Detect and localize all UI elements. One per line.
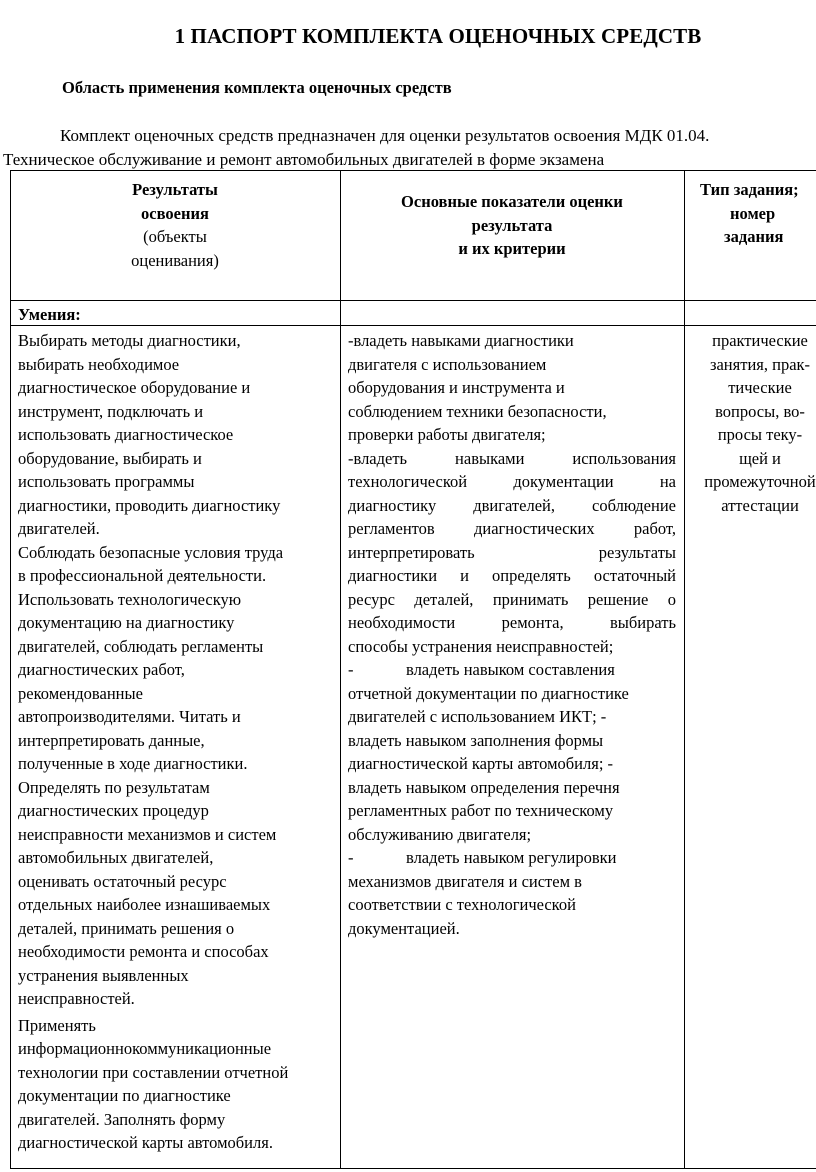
indicator-text-line: проверки работы двигателя; [348, 425, 546, 444]
task-type-line: тические [728, 378, 792, 397]
header-results-line: Результаты [132, 180, 218, 199]
indicator-text-line: оборудования и инструмента и [348, 378, 565, 397]
skills-text-line: информационнокоммуникационные [18, 1039, 272, 1058]
indicator-text-line: технологической документации на [348, 472, 676, 491]
skills-text-line: неисправностей. [18, 989, 135, 1008]
indicator-text-line: диагностической карты автомобиля; - [348, 754, 614, 773]
header-indicators-line: и их критерии [458, 239, 566, 258]
task-type-line: занятия, прак- [709, 354, 811, 374]
header-results [10, 178, 340, 272]
header-task-type [684, 178, 816, 249]
section-subtitle: Область применения комплекта оценочных средств [62, 78, 452, 97]
header-indicators-line: результата [471, 215, 553, 235]
header-task-line: номер [730, 203, 776, 223]
indicator-text-line [348, 658, 676, 682]
skills-text-line: двигателей. [18, 519, 100, 538]
skills-text-line: в профессиональной деятельности. [18, 566, 267, 585]
header-task-line: Тип задания; [700, 180, 799, 199]
skills-text-line: инструмент, подключать и [18, 401, 204, 421]
skills-text-line: двигателей. Заполнять форму [18, 1109, 226, 1129]
task-type-column [690, 329, 816, 517]
skills-text-line: технологии при составлении отчетной [18, 1062, 289, 1082]
table-border-left [10, 170, 11, 1169]
indicator-text-line: механизмов двигателя и систем в [348, 871, 582, 891]
table-col-divider [684, 170, 685, 1169]
skills-text-line: полученные в ходе диагностики. [18, 754, 248, 773]
task-type-line: щей и [739, 448, 781, 468]
indicator-text-line: владеть навыком определения перечня [348, 777, 620, 797]
indicator-text-line: -владеть навыками диагностики [348, 331, 574, 350]
header-indicators-line: Основные показатели оценки [401, 192, 623, 211]
task-type-line: просы теку- [717, 425, 803, 444]
skills-text-line: Применять [18, 1015, 96, 1035]
task-type-line: вопросы, во- [715, 401, 805, 421]
skills-text-line: Выбирать методы диагностики, [18, 331, 241, 350]
skills-text-line: диагностическое оборудование и [18, 378, 251, 397]
indicator-text-line: необходимости ремонта, выбирать [348, 613, 676, 632]
skills-text-line: использовать программы [18, 472, 195, 491]
indicator-text: владеть навыком составления [406, 660, 615, 679]
header-indicators [340, 190, 684, 261]
table-row-divider [10, 325, 816, 326]
intro-line-1: Комплект оценочных средств предназначен для оценки результатов освоения МДК 01.04. [60, 126, 710, 145]
table-col-divider [340, 170, 341, 1169]
intro-line-2: Техническое обслуживание и ремонт автомобильных двигателей в форме экзамена [3, 150, 605, 169]
indicator-text: владеть навыком регулировки [406, 848, 617, 867]
skills-section-label: Умения: [18, 305, 81, 324]
indicator-text-line: владеть навыком заполнения формы [348, 730, 604, 750]
skills-text-line: диагностики, проводить диагностику [18, 495, 281, 515]
skills-text-line: необходимости ремонта и способах [18, 942, 269, 961]
skills-text-line: автомобильных двигателей, [18, 848, 214, 867]
skills-text-line: Определять по результатам [18, 777, 210, 797]
skills-text-line: Использовать технологическую [18, 589, 242, 609]
skills-column [18, 329, 338, 1155]
indicator-text-line: ресурс деталей, принимать решение о [348, 589, 676, 609]
indicator-text-line: диагностику двигателей, соблюдение [348, 495, 676, 515]
skills-text-line: двигателей, соблюдать регламенты [18, 636, 264, 656]
assessment-table [10, 170, 816, 1172]
skills-text-line: оборудование, выбирать и [18, 448, 202, 468]
indicator-text-line: -владеть навыками использования [348, 448, 676, 468]
header-results-line: (объекты [143, 227, 207, 246]
skills-text-line: оценивать остаточный ресурс [18, 871, 227, 891]
skills-text-line: документацию на диагностику [18, 613, 235, 632]
skills-text-line: диагностических процедур [18, 801, 209, 820]
header-results-line: освоения [141, 203, 209, 223]
indicator-text-line: документацией. [348, 918, 460, 938]
indicator-text-line: соблюдением техники безопасности, [348, 401, 607, 421]
indicator-text-line: регламентов диагностических работ, [348, 519, 676, 538]
skills-text-line: деталей, принимать решения о [18, 918, 235, 938]
indicator-text-line: двигателей с использованием ИКТ; - [348, 707, 607, 726]
header-task-line: задания [724, 227, 784, 246]
table-row-divider [10, 300, 816, 301]
list-dash: - [348, 848, 354, 867]
header-results-line: оценивания) [131, 250, 219, 270]
task-type-line: промежуточной [704, 472, 816, 491]
indicator-text-line: двигателя с использованием [348, 354, 547, 374]
indicator-text-line: способы устранения неисправностей; [348, 636, 614, 656]
table-border-top [10, 170, 816, 171]
indicator-text-line: обслуживанию двигателя; [348, 824, 532, 844]
indicator-text-line [348, 846, 676, 870]
skills-text-line: Соблюдать безопасные условия труда [18, 542, 284, 562]
skills-text-line: автопроизводителями. Читать и [18, 707, 241, 726]
indicators-column [348, 329, 676, 940]
skills-text-line: документации по диагностике [18, 1086, 231, 1105]
page-title: 1 ПАСПОРТ КОМПЛЕКТА ОЦЕНОЧНЫХ СРЕДСТВ [174, 24, 702, 48]
skills-text-line: выбирать необходимое [18, 354, 180, 374]
skills-text-line: диагностической карты автомобиля. [18, 1133, 273, 1152]
task-type-line: аттестации [721, 495, 799, 515]
skills-text-line: диагностических работ, [18, 660, 185, 679]
skills-text-line: неисправности механизмов и систем [18, 824, 277, 844]
indicator-text-line: диагностики и определять остаточный [348, 566, 676, 585]
skills-text-line: рекомендованные [18, 683, 143, 703]
table-border-bottom [10, 1168, 816, 1169]
skills-text-line: устранения выявленных [18, 965, 189, 985]
skills-text-line: использовать диагностическое [18, 425, 234, 444]
indicator-text-line: регламентных работ по техническому [348, 801, 614, 820]
indicator-text-line: интерпретировать результаты [348, 542, 676, 562]
skills-text-line: интерпретировать данные, [18, 730, 205, 750]
indicator-text-line: соответствии с технологической [348, 895, 576, 914]
indicator-text-line: отчетной документации по диагностике [348, 683, 629, 703]
skills-text-line: отдельных наиболее изнашиваемых [18, 895, 271, 914]
task-type-line: практические [712, 331, 808, 350]
list-dash: - [348, 660, 354, 679]
